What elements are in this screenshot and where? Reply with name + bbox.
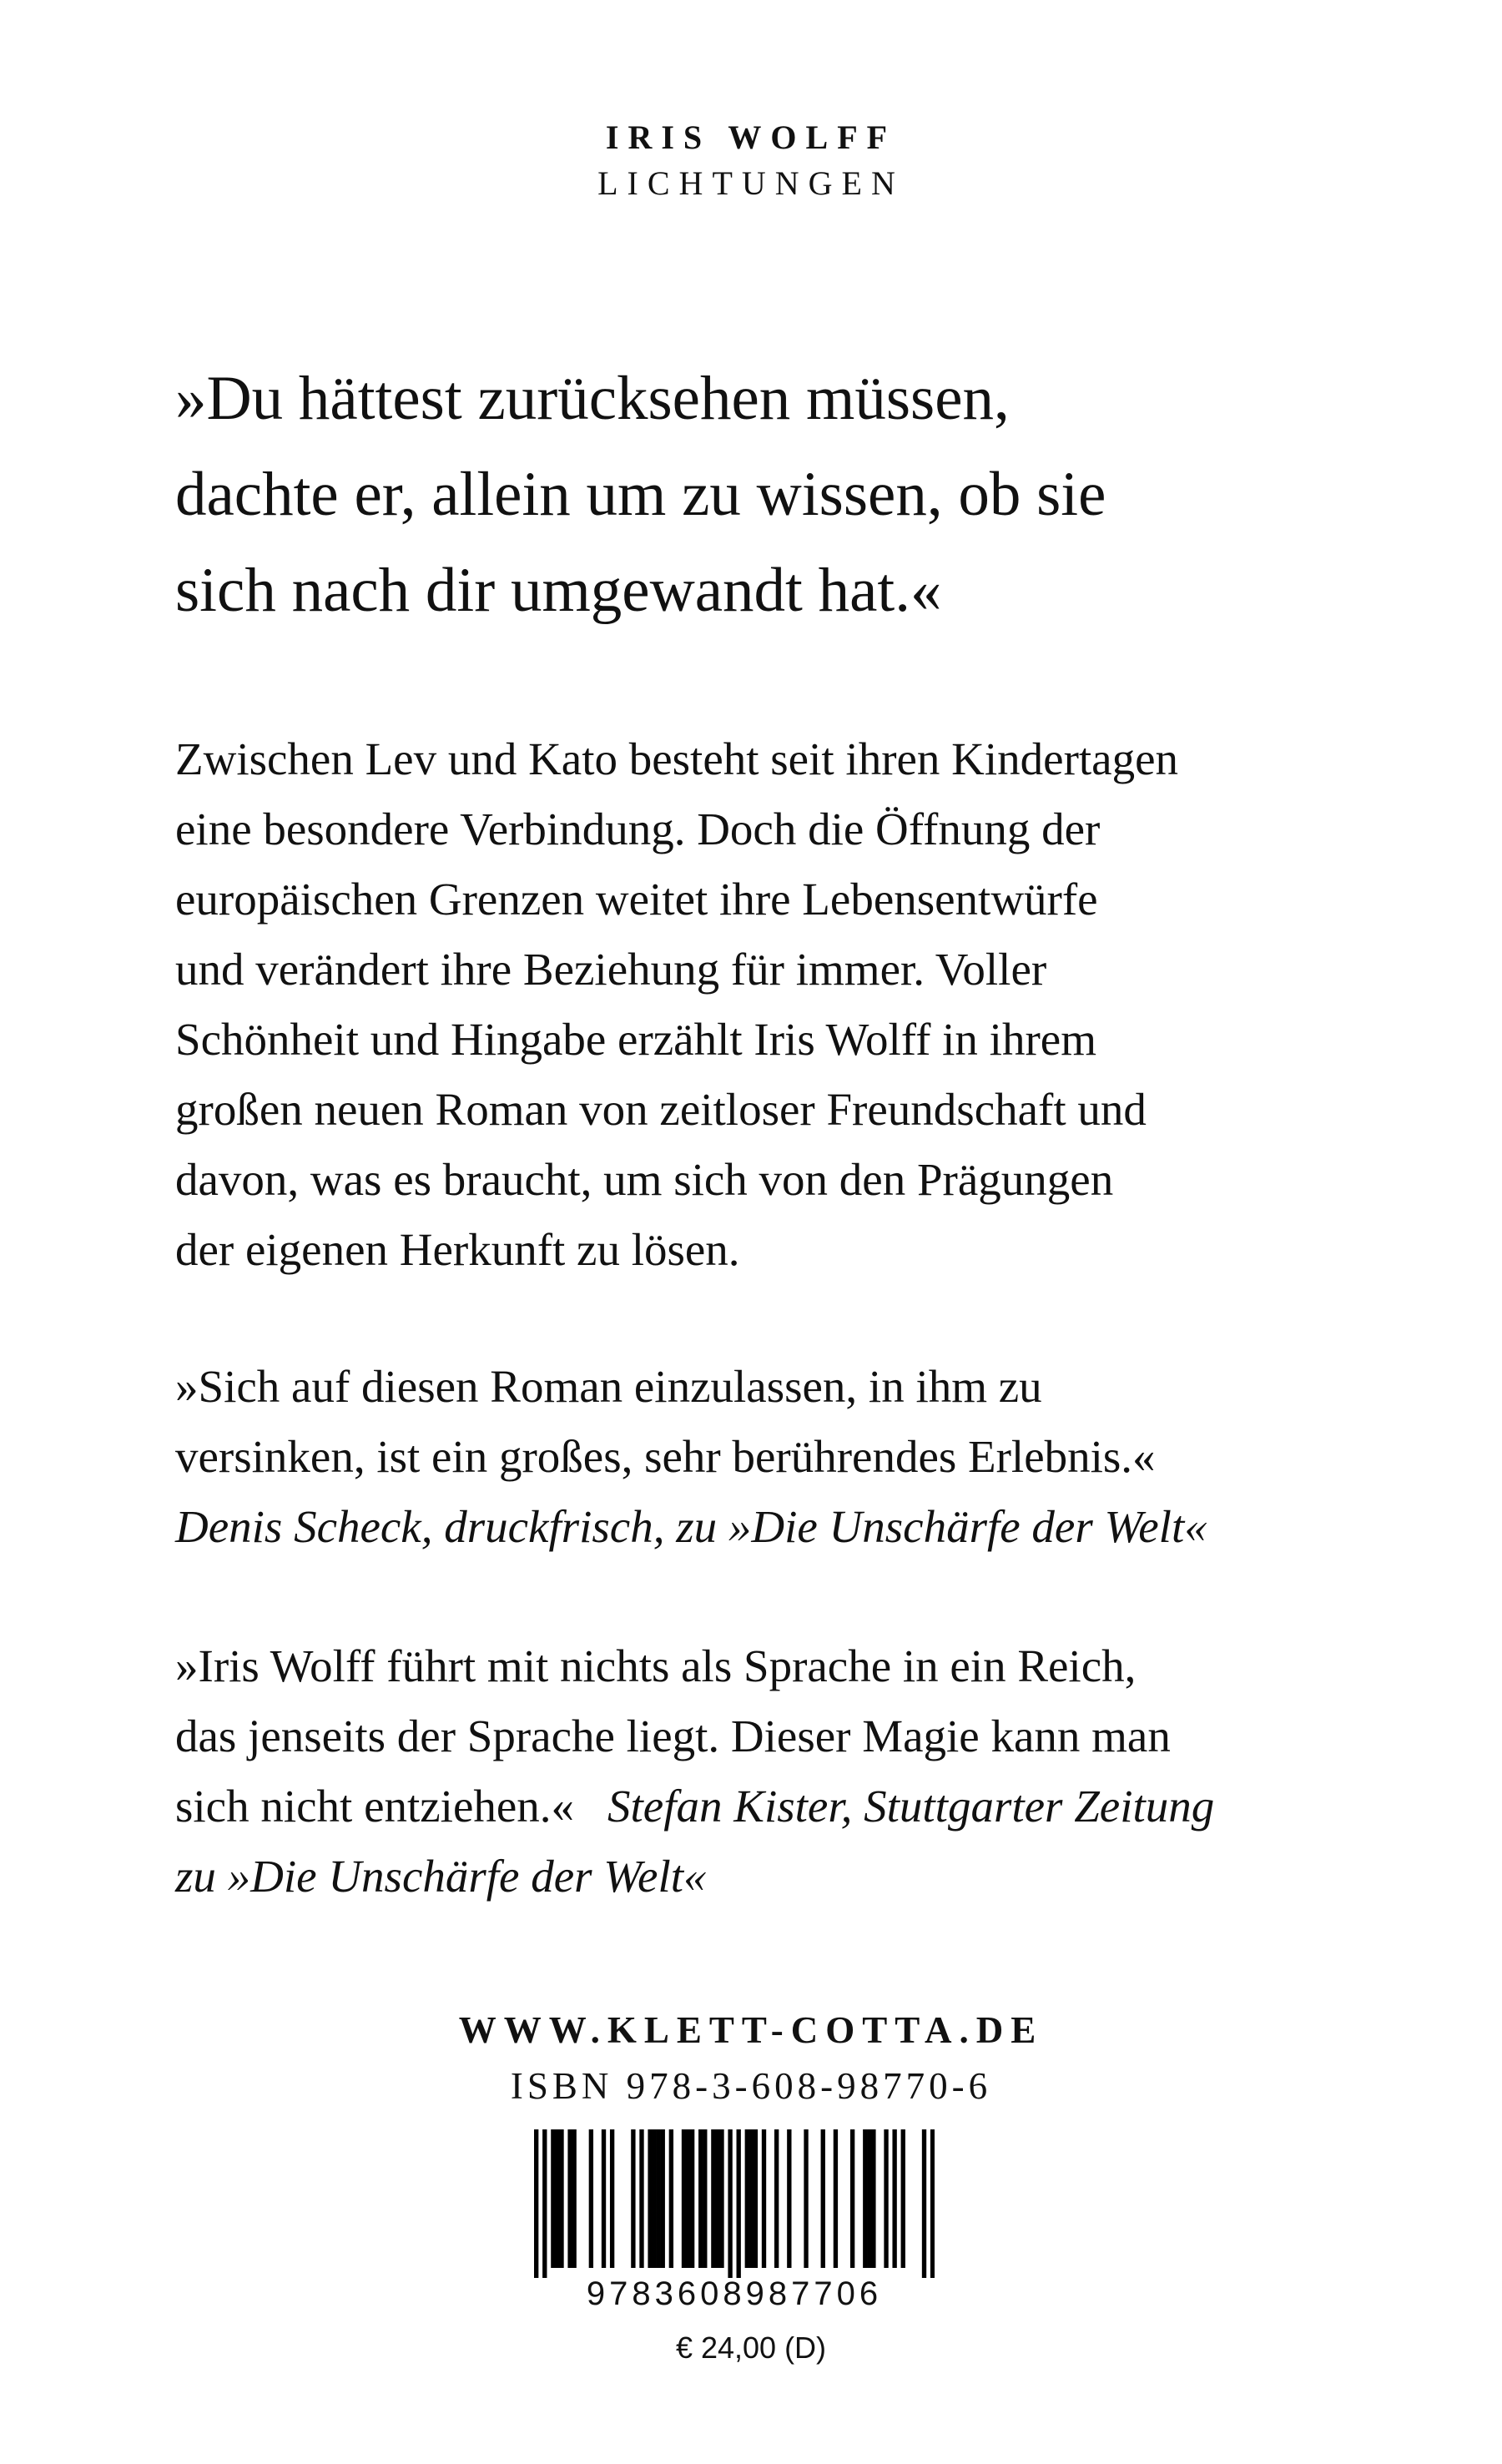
- description-line: europäischen Grenzen weitet ihre Lebensentwürfe: [175, 874, 1098, 925]
- barcode-bar: [559, 2129, 563, 2268]
- review-quote-line: »Sich auf diesen Roman einzulassen, in ihm zu: [175, 1361, 1042, 1412]
- barcode-bar: [884, 2129, 888, 2268]
- barcode-bar: [703, 2129, 707, 2268]
- review-quote-line-with-citation: [175, 1771, 1385, 1842]
- barcode-bar: [863, 2129, 867, 2268]
- barcode-bar: [639, 2129, 643, 2268]
- barcode-bar: [834, 2129, 838, 2268]
- barcode-bar: [657, 2129, 661, 2268]
- barcode-bar: [567, 2129, 572, 2268]
- barcode-bar: [686, 2129, 690, 2268]
- barcode: [534, 2129, 935, 2278]
- barcode-bar: [850, 2129, 854, 2268]
- barcode-bar: [745, 2129, 749, 2268]
- barcode-bar: [698, 2129, 703, 2268]
- barcode-bar: [901, 2129, 905, 2268]
- review-citation: Stefan Kister, Stuttgarter Zeitung: [607, 1781, 1215, 1832]
- description-line: und verändert ihre Beziehung für immer. Voller: [175, 944, 1047, 995]
- barcode-bar: [719, 2129, 723, 2268]
- description-line: Zwischen Lev und Kato besteht seit ihren Kindertagen: [175, 733, 1178, 784]
- pull-quote-line: dachte er, allein um zu wissen, ob sie: [175, 460, 1106, 529]
- barcode-bar: [652, 2129, 656, 2268]
- book-description: [175, 724, 1385, 1285]
- barcode-bar: [542, 2129, 547, 2278]
- barcode-bar: [922, 2129, 926, 2278]
- barcode-bar: [749, 2129, 754, 2268]
- review-quote-line: »Iris Wolff führt mit nichts als Sprache in ein Reich,: [175, 1640, 1137, 1691]
- barcode-bar: [804, 2129, 808, 2268]
- barcode-bar: [534, 2129, 538, 2278]
- barcode-bar: [682, 2129, 686, 2268]
- barcode-bar: [737, 2129, 741, 2278]
- publisher-website: WWW.KLETT-COTTA.DE: [458, 2009, 1044, 2051]
- barcode-bar: [774, 2129, 779, 2268]
- pull-quote-line: »Du hättest zurücksehen müssen,: [175, 364, 1010, 433]
- barcode-bar: [715, 2129, 719, 2268]
- cover-header: [0, 117, 1502, 207]
- barcode-bar: [555, 2129, 559, 2268]
- review-citation-continued: zu »Die Unschärfe der Welt«: [175, 1851, 707, 1902]
- price: € 24,00 (D): [675, 2330, 827, 2365]
- barcode-bar: [787, 2129, 791, 2268]
- barcode-bar: [602, 2129, 606, 2268]
- barcode-bar: [648, 2129, 652, 2268]
- book-title: LICHTUNGEN: [597, 164, 905, 202]
- review-scheck: [175, 1352, 1385, 1562]
- barcode-bar: [892, 2129, 896, 2268]
- review-citation: Denis Scheck, druckfrisch, zu »Die Unschärfe der Welt«: [175, 1501, 1207, 1552]
- description-line: davon, was es braucht, um sich von den Prägungen: [175, 1154, 1114, 1205]
- review-quote-end: sich nicht entziehen.«: [175, 1781, 575, 1832]
- barcode-bar: [572, 2129, 576, 2268]
- review-kister: [175, 1631, 1385, 1912]
- review-quote-line: versinken, ist ein großes, sehr berührendes Erlebnis.«: [175, 1431, 1156, 1482]
- barcode-digits: 9783608987706: [586, 2275, 883, 2312]
- barcode-bar: [669, 2129, 673, 2268]
- author-name: IRIS WOLFF: [605, 118, 897, 156]
- description-line: Schönheit und Hingabe erzählt Iris Wolff in ihrem: [175, 1014, 1096, 1065]
- description-line: der eigenen Herkunft zu lösen.: [175, 1224, 740, 1275]
- barcode-bar: [728, 2129, 732, 2278]
- barcode-bar: [867, 2129, 871, 2268]
- barcode-bar: [610, 2129, 614, 2268]
- barcode-bar: [690, 2129, 694, 2268]
- barcode-bar: [871, 2129, 875, 2268]
- barcode-bar: [551, 2129, 555, 2268]
- isbn-number: ISBN 978-3-608-98770-6: [510, 2065, 992, 2107]
- description-line: großen neuen Roman von zeitloser Freundschaft und: [175, 1084, 1147, 1135]
- barcode-bar: [821, 2129, 825, 2268]
- barcode-bar: [661, 2129, 665, 2268]
- pull-quote-line: sich nach dir umgewandt hat.«: [175, 556, 942, 625]
- barcode-bar: [754, 2129, 758, 2268]
- barcode-bar: [762, 2129, 766, 2268]
- description-line: eine besondere Verbindung. Doch die Öffnung der: [175, 804, 1101, 854]
- barcode-bar: [631, 2129, 635, 2268]
- pull-quote: [175, 350, 1385, 638]
- barcode-bar: [711, 2129, 715, 2268]
- barcode-bar: [930, 2129, 935, 2278]
- barcode-bars: [534, 2129, 935, 2278]
- review-quote-line: das jenseits der Sprache liegt. Dieser Magie kann man: [175, 1711, 1171, 1761]
- barcode-bar: [589, 2129, 593, 2268]
